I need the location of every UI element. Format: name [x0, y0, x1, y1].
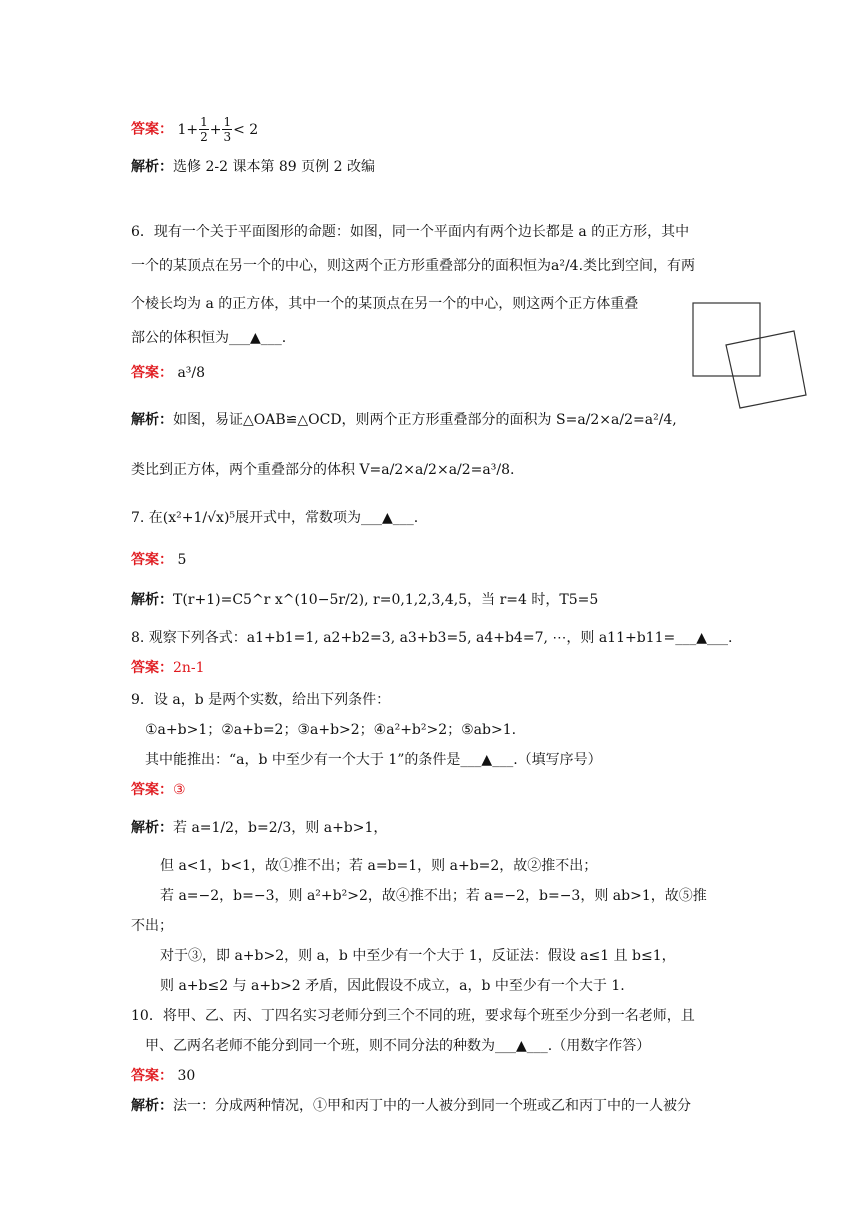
q6-analysis1: 如图，易证△OAB≌△OCD，则两个正方形重叠部分的面积为 S=a/2×a/2=a²/4,: [173, 412, 677, 428]
q10-answer: 30: [177, 1068, 196, 1084]
q5-answer-line: [131, 115, 258, 144]
q9-answer: ③: [173, 782, 186, 798]
q6-line4: 部公的体积恒为___▲___.: [131, 330, 287, 346]
q7-answer: 5: [177, 552, 187, 568]
q9-analysis-line1: [131, 818, 387, 838]
q6-answer: a³/8: [177, 365, 206, 381]
q10-question1: 10．将甲、乙、丙、丁四名实习老师分到三个不同的班，要求每个班至少分到一名老师，且: [131, 1008, 695, 1024]
q6-analysis-line2: 类比到正方体，两个重叠部分的体积 V=a/2×a/2×a/2=a³/8.: [131, 462, 515, 478]
square-b: [726, 331, 806, 408]
analysis-label: 解析：: [131, 820, 173, 836]
q9-ask: 其中能推出：“a，b 中至少有一个大于 1”的条件是___▲___.（填写序号）: [145, 752, 602, 768]
q9-analysis-line3: 若 a=−2，b=−3，则 a²+b²>2，故④推不出；若 a=−2，b=−3，则 ab>1，故⑤推: [160, 888, 707, 904]
q8-answer-line: [131, 658, 205, 678]
q7-analysis-line: [131, 590, 598, 610]
q6-line1: 6．现有一个关于平面图形的命题：如图，同一个平面内有两个边长都是 a 的正方形，其中: [131, 224, 690, 240]
q10-question2: 甲、乙两名老师不能分到同一个班，则不同分法的种数为___▲___.（用数字作答）: [145, 1038, 651, 1054]
analysis-label: 解析：: [131, 159, 173, 175]
q7-question: 7. 在(x²+1/√x)⁵展开式中，常数项为___▲___.: [131, 510, 419, 526]
q6-answer-line: [131, 363, 205, 383]
q7-answer-line: [131, 550, 186, 570]
q10-answer-line: [131, 1066, 195, 1086]
q9-analysis-line2: 但 a<1，b<1，故①推不出；若 a=b=1，则 a+b=2，故②推不出；: [160, 858, 598, 874]
answer-label: 答案：: [131, 1068, 173, 1084]
q5-analysis-line: [131, 157, 375, 177]
q9-analysis-line3b: 不出；: [131, 918, 173, 934]
q6-line3: 个棱长均为 a 的正方体，其中一个的某顶点在另一个的中心，则这两个正方体重叠: [131, 296, 639, 312]
q6-analysis-line1: [131, 410, 677, 430]
q5-analysis: 选修 2-2 课本第 89 页例 2 改编: [173, 159, 375, 175]
analysis-label: 解析：: [131, 592, 173, 608]
overlapping-squares-figure: [690, 300, 820, 415]
q9-conditions: ①a+b>1；②a+b=2；③a+b>2；④a²+b²>2；⑤ab>1.: [145, 722, 517, 738]
q9-analysis1: 若 a=1/2，b=2/3，则 a+b>1，: [173, 820, 388, 836]
q7-analysis: T(r+1)=C5^r x^(10−5r/2), r=0,1,2,3,4,5，当 r=4 时，T5=5: [173, 592, 599, 608]
q5-answer: 1+ $\frac{1}{2}$ + $\frac{1}{3}$ < 2: [177, 115, 259, 144]
q9-answer-line: [131, 780, 186, 800]
answer-label: 答案：: [131, 121, 173, 138]
q10-analysis: 法一：分成两种情况，①甲和丙丁中的一人被分到同一个班或乙和丙丁中的一人被分: [173, 1098, 691, 1114]
q8-question: 8. 观察下列各式：a1+b1=1, a2+b2=3, a3+b3=5, a4+b4=7, ⋯，则 a11+b11=___▲___.: [131, 630, 733, 646]
q8-answer: 2n-1: [173, 660, 205, 676]
answer-label: 答案：: [131, 782, 173, 798]
answer-label: 答案：: [131, 365, 173, 381]
q9-analysis-line5: 则 a+b≤2 与 a+b>2 矛盾，因此假设不成立，a，b 中至少有一个大于 1.: [160, 978, 625, 994]
q9-question: 9．设 a，b 是两个实数，给出下列条件：: [131, 692, 391, 708]
analysis-label: 解析：: [131, 412, 173, 428]
q6-line2: 一个的某顶点在另一个的中心，则这两个正方形重叠部分的面积恒为a²/4.类比到空间，有两: [131, 258, 696, 274]
analysis-label: 解析：: [131, 1098, 173, 1114]
answer-label: 答案：: [131, 660, 173, 676]
answer-label: 答案：: [131, 552, 173, 568]
q9-analysis-line4: 对于③，即 a+b>2，则 a，b 中至少有一个大于 1，反证法：假设 a≤1 且 b≤1，: [160, 948, 676, 964]
q10-analysis-line: [131, 1096, 691, 1116]
